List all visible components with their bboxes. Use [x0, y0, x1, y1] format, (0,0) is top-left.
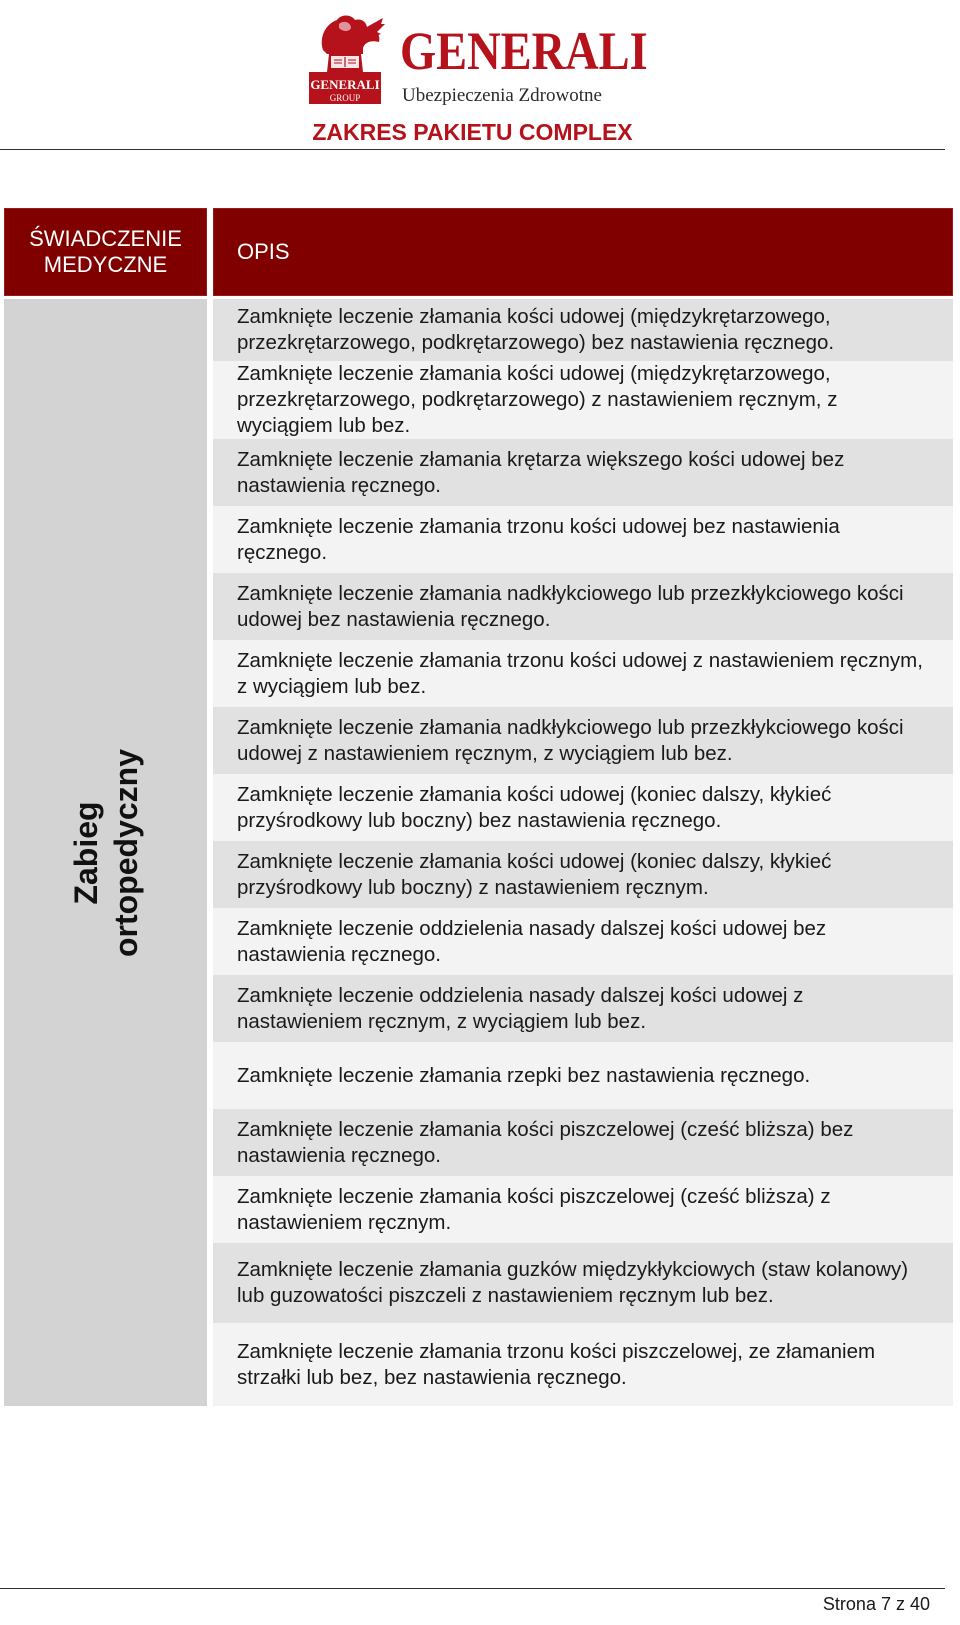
table-row: Zamknięte leczenie złamania kości udowej (koniec dalszy, kłykieć przyśrodkowy lub boczny) z nastawieniem ręcznym.	[213, 841, 953, 908]
table-row: Zamknięte leczenie złamania kości udowej (koniec dalszy, kłykieć przyśrodkowy lub boczny) bez nastawienia ręcznego.	[213, 774, 953, 841]
table-row: Zamknięte leczenie złamania krętarza większego kości udowej bez nastawienia ręcznego.	[213, 439, 953, 506]
column-header-description	[213, 208, 953, 296]
table-row: Zamknięte leczenie oddzielenia nasady dalszej kości udowej bez nastawienia ręcznego.	[213, 908, 953, 975]
category-label	[66, 748, 146, 956]
column-header-service-line2: MEDYCZNE	[43, 252, 168, 277]
brand-name: GENERALI	[400, 21, 648, 81]
column-header-service	[4, 208, 207, 296]
header-divider	[0, 149, 945, 150]
table-row: Zamknięte leczenie złamania kości udowej (międzykrętarzowego, przezkrętarzowego, podkrętarzowego) bez nastawienia ręcznego.	[213, 299, 953, 361]
column-header-service-line1: ŚWIADCZENIE	[29, 226, 182, 251]
table-row: Zamknięte leczenie oddzielenia nasady dalszej kości udowej z nastawieniem ręcznym, z wyciągiem lub bez.	[213, 975, 953, 1042]
table-row: Zamknięte leczenie złamania nadkłykciowego lub przezkłykciowego kości udowej bez nastawienia ręcznego.	[213, 573, 953, 640]
table-row: Zamknięte leczenie złamania trzonu kości udowej bez nastawienia ręcznego.	[213, 506, 953, 573]
table-row: Zamknięte leczenie złamania kości udowej (międzykrętarzowego, przezkrętarzowego, podkrętarzowego) z nastawieniem ręcznym, z wyciągiem lub bez.	[213, 361, 953, 439]
emblem-brand-text: GENERALI	[310, 77, 380, 92]
table-row: Zamknięte leczenie złamania guzków międzykłykciowych (staw kolanowy) lub guzowatości piszczeli z nastawieniem ręcznym lub bez.	[213, 1243, 953, 1323]
generali-lion-emblem-icon	[305, 10, 385, 106]
table-row: Zamknięte leczenie złamania kości piszczelowej (cześć bliższa) bez nastawienia ręcznego.	[213, 1109, 953, 1176]
emblem-group-text: GROUP	[329, 93, 361, 103]
category-cell	[4, 299, 207, 1406]
column-header-description-label: OPIS	[237, 239, 290, 264]
category-label-line2: ortopedyczny	[107, 748, 144, 957]
category-label-line1: Zabieg	[67, 800, 104, 905]
table-row: Zamknięte leczenie złamania trzonu kości udowej z nastawieniem ręcznym, z wyciągiem lub bez.	[213, 640, 953, 707]
table-row: Zamknięte leczenie złamania nadkłykciowego lub przezkłykciowego kości udowej z nastawieniem ręcznym, z wyciągiem lub bez.	[213, 707, 953, 774]
table-row: Zamknięte leczenie złamania trzonu kości piszczelowej, ze złamaniem strzałki lub bez, bez nastawienia ręcznego.	[213, 1323, 953, 1406]
table-row: Zamknięte leczenie złamania kości piszczelowej (cześć bliższa) z nastawieniem ręcznym.	[213, 1176, 953, 1243]
table-row: Zamknięte leczenie złamania rzepki bez nastawienia ręcznego.	[213, 1042, 953, 1109]
page-number: Strona 7 z 40	[822, 1594, 930, 1614]
generali-logo	[305, 8, 648, 106]
footer-divider	[0, 1588, 945, 1589]
brand-subtitle: Ubezpieczenia Zdrowotne	[402, 85, 602, 106]
document-title: ZAKRES PAKIETU COMPLEX	[312, 119, 633, 145]
